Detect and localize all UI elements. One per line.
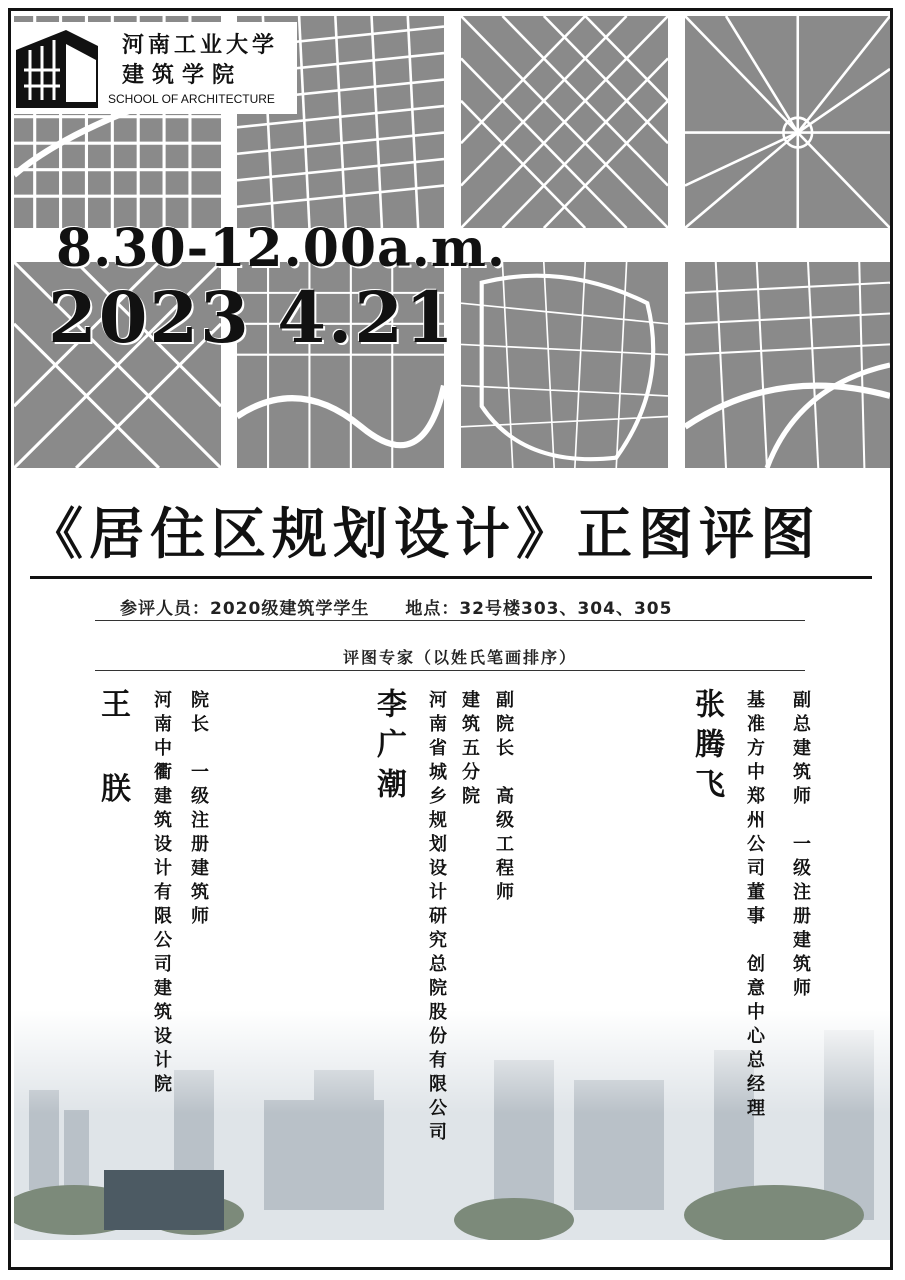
expert-2-name: 李广潮 (371, 688, 406, 808)
expert-3-name: 张腾飞 (689, 688, 724, 808)
experts-heading: 评图专家（以姓氏笔画排序） (342, 648, 577, 667)
participants-text: 参评人员：2020级建筑学学生 (120, 599, 370, 619)
school-logo-icon (16, 30, 98, 108)
event-date: 2023 4.21 (48, 276, 456, 359)
expert-2-title: 副院长 高级工程师 (493, 690, 514, 906)
expert-1-title: 院长 一级注册建筑师 (188, 690, 209, 930)
school-name-cn-line2: 建筑学院 (122, 63, 243, 88)
expert-2-org2: 建筑五分院 (459, 690, 480, 810)
map-tile-7 (461, 262, 668, 468)
location-text: 地点：32号楼303、304、305 (405, 599, 673, 619)
event-time: 8.30-12.00a.m. (56, 218, 506, 279)
school-logo-block (12, 22, 297, 114)
expert-3-title: 副总建筑师 一级注册建筑师 (790, 690, 811, 1002)
info-line (120, 594, 672, 619)
school-name-cn-line1: 河南工业大学 (122, 33, 279, 58)
map-tile-4 (685, 16, 890, 228)
title-divider (30, 576, 872, 579)
poster-title: 《居住区规划设计》正图评图 (28, 502, 822, 566)
expert-1-org: 河南中衢建筑设计有限公司建筑设计院 (151, 690, 172, 1098)
expert-3-org: 基准方中郑州公司董事 创意中心总经理 (744, 690, 765, 1122)
info-divider (95, 620, 805, 621)
expert-2-org: 河南省城乡规划设计研究总院股份有限公司 (426, 690, 447, 1146)
school-name-en: SCHOOL OF ARCHITECTURE (108, 92, 275, 106)
map-tile-8 (685, 262, 890, 468)
map-tile-3 (461, 16, 668, 228)
experts-divider (95, 670, 805, 671)
expert-1-name: 王 朕 (95, 688, 130, 825)
